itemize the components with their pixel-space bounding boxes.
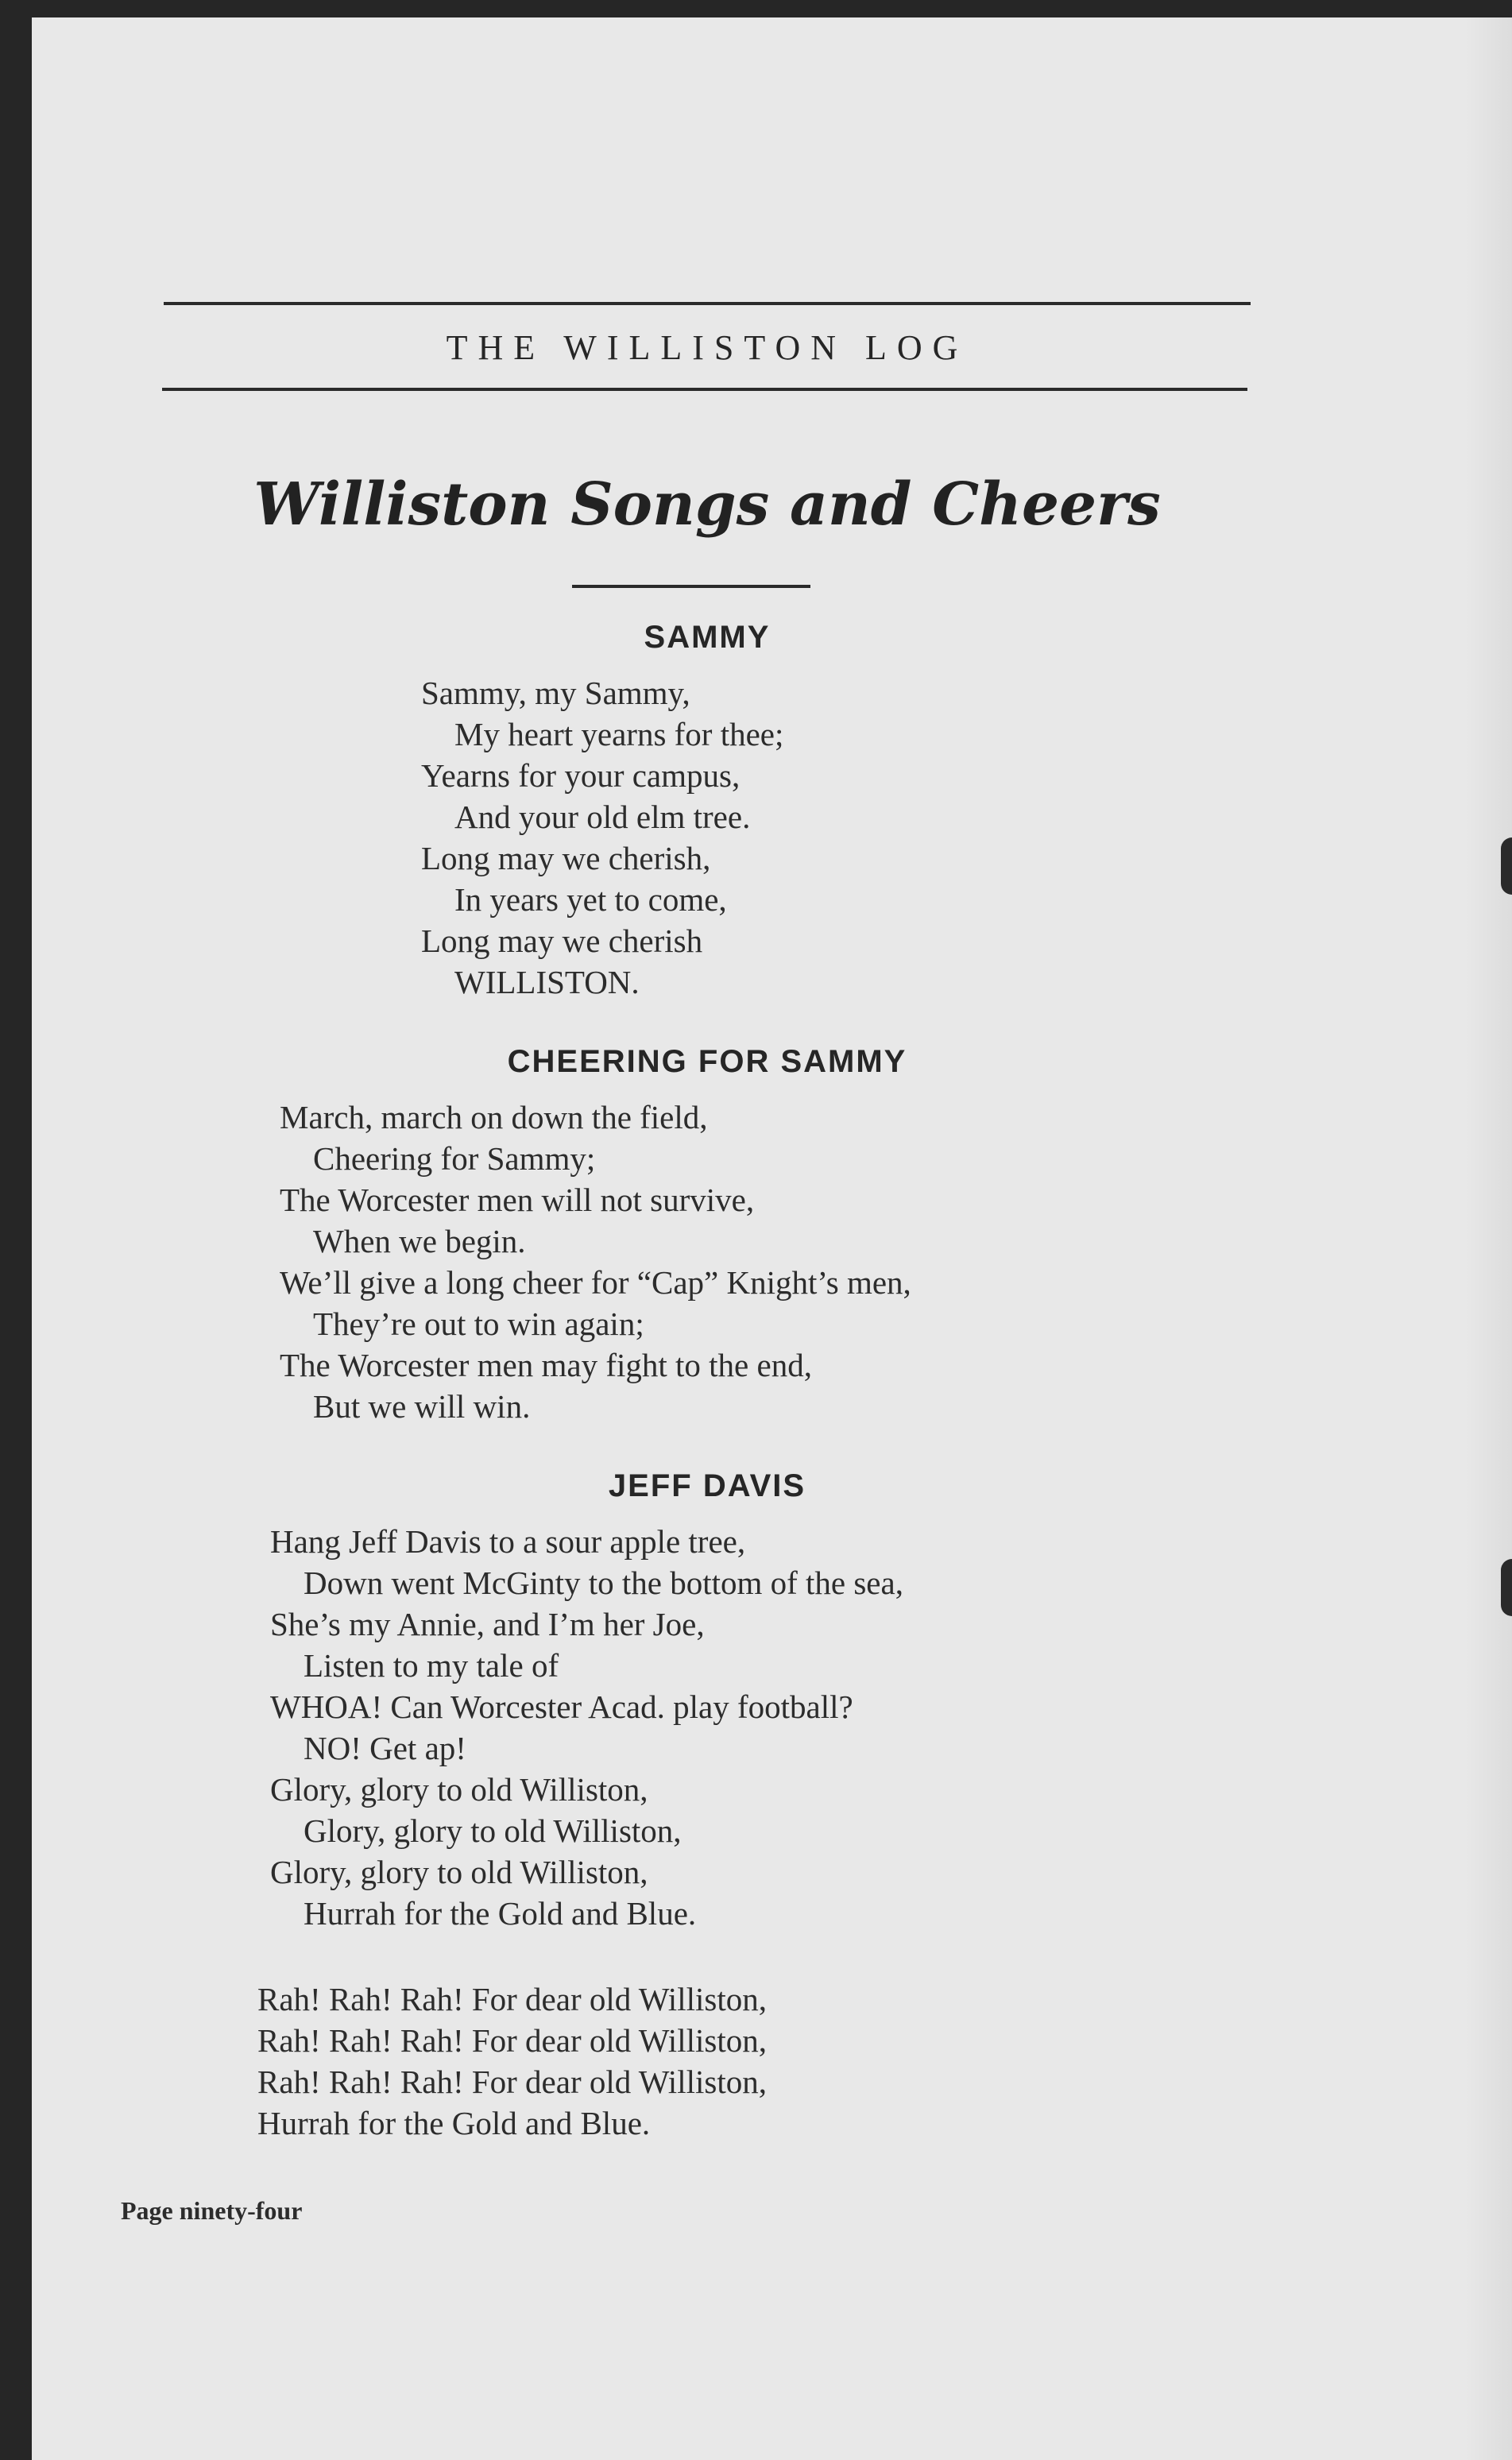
verse-line: Rah! Rah! Rah! For dear old Williston,	[257, 1981, 767, 2017]
verse-line: But we will win.	[313, 1388, 531, 1425]
verse-line: In years yet to come,	[454, 881, 727, 918]
verse-line: We’ll give a long cheer for “Cap” Knight’s men,	[280, 1264, 911, 1301]
verse-line: When we begin.	[313, 1223, 526, 1259]
verse-line: And your old elm tree.	[454, 799, 751, 835]
verse-line: Glory, glory to old Williston,	[270, 1771, 648, 1808]
verse-line: Long may we cherish,	[421, 840, 711, 876]
song-heading-cheering: CHEERING FOR SAMMY	[507, 1044, 907, 1079]
verse-line: She’s my Annie, and I’m her Joe,	[270, 1606, 705, 1642]
verse-line: Sammy, my Sammy,	[421, 675, 690, 711]
verse-line: Glory, glory to old Williston,	[270, 1854, 648, 1890]
document-page	[32, 17, 1512, 2460]
running-head: THE WILLISTON LOG	[446, 328, 969, 367]
verse-line: Long may we cherish	[421, 922, 703, 959]
verse-line: March, march on down the field,	[280, 1099, 708, 1135]
verse-line: Hang Jeff Davis to a sour apple tree,	[270, 1523, 746, 1560]
binding-hole-lower	[1501, 1559, 1512, 1616]
verse-line: Rah! Rah! Rah! For dear old Williston,	[257, 2064, 767, 2100]
page-number-footer: Page ninety-four	[121, 2196, 303, 2225]
verse-line: The Worcester men may fight to the end,	[280, 1347, 812, 1383]
binding-hole-upper	[1501, 837, 1512, 895]
header-top-rule	[164, 302, 1251, 305]
verse-line: NO! Get ap!	[304, 1730, 466, 1766]
verse-line: Down went McGinty to the bottom of the sea,	[304, 1565, 903, 1601]
verse-line: The Worcester men will not survive,	[280, 1182, 755, 1218]
song-heading-jeff-davis: JEFF DAVIS	[608, 1468, 806, 1503]
verse-jeff-davis	[270, 1521, 903, 1934]
verse-line: WHOA! Can Worcester Acad. play football?	[270, 1688, 853, 1725]
song-heading-sammy: SAMMY	[644, 620, 771, 655]
page-edge-shadow	[1464, 17, 1512, 2460]
verse-line: Hurrah for the Gold and Blue.	[257, 2105, 651, 2141]
verse-cheering	[280, 1097, 911, 1427]
verse-line: Glory, glory to old Williston,	[304, 1812, 682, 1849]
verse-line: WILLISTON.	[454, 964, 640, 1000]
verse-line: Rah! Rah! Rah! For dear old Williston,	[257, 2022, 767, 2059]
title-underline	[572, 585, 810, 588]
verse-line: My heart yearns for thee;	[454, 716, 784, 752]
verse-line: Hurrah for the Gold and Blue.	[304, 1895, 697, 1932]
verse-line: Yearns for your campus,	[421, 757, 741, 794]
verse-line: They’re out to win again;	[313, 1305, 644, 1342]
page-title: Williston Songs and Cheers	[253, 470, 1161, 539]
verse-line: Cheering for Sammy;	[313, 1140, 596, 1177]
header-bottom-rule	[162, 388, 1247, 391]
verse-sammy	[421, 672, 783, 1003]
verse-rah-cheer	[257, 1978, 767, 2144]
verse-line: Listen to my tale of	[304, 1647, 559, 1684]
